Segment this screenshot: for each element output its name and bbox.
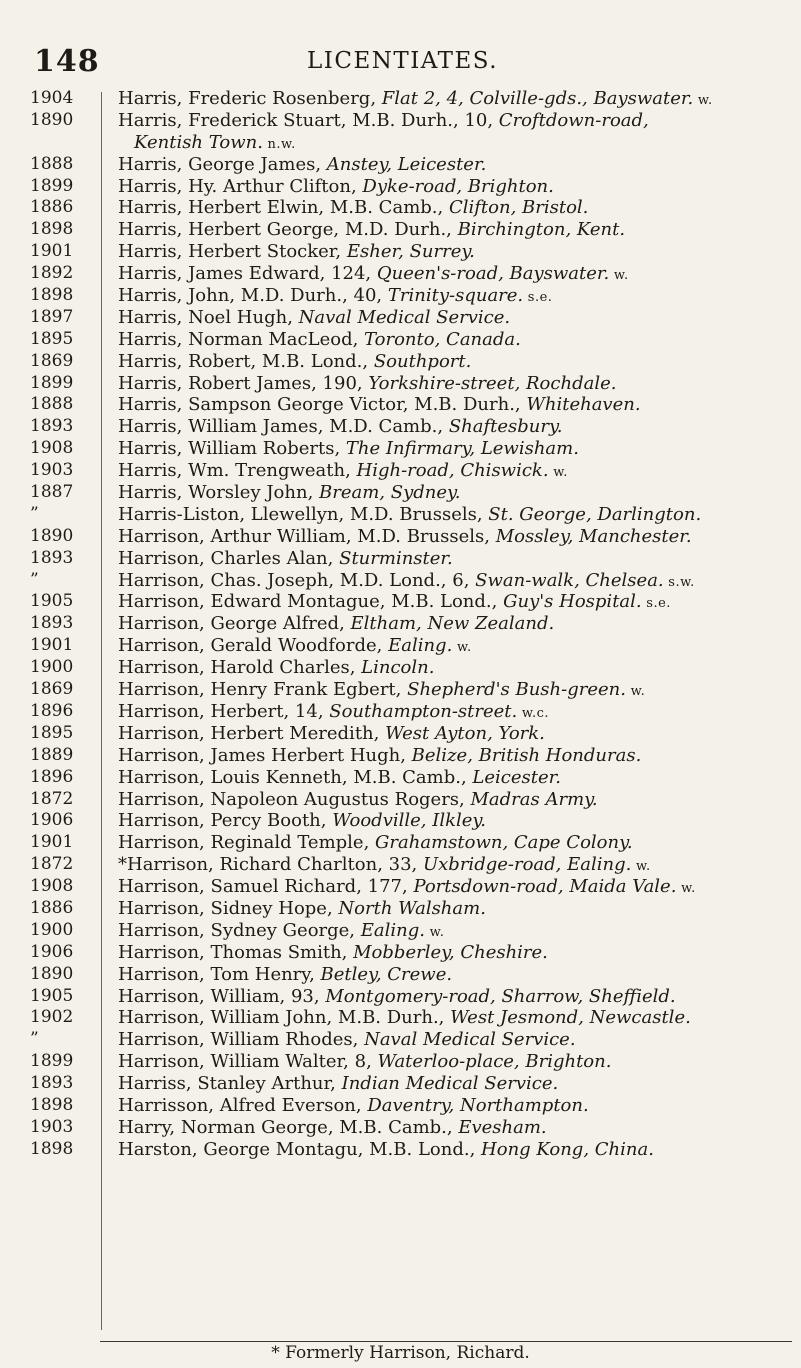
entry-year: ” bbox=[30, 569, 39, 590]
entry-row bbox=[30, 898, 778, 920]
entry-text bbox=[118, 548, 778, 570]
entry-row bbox=[30, 986, 778, 1008]
entry-text bbox=[118, 570, 778, 594]
entry-text bbox=[118, 1029, 778, 1051]
entry-address: West Ayton, York. bbox=[385, 722, 545, 744]
entry-row bbox=[30, 723, 778, 745]
entry-name: Harris, Frederic Rosenberg, bbox=[118, 88, 382, 109]
entry-row bbox=[30, 745, 778, 767]
entry-address: The Infirmary, Lewisham. bbox=[345, 438, 579, 460]
entry-text bbox=[118, 285, 778, 309]
entry-text bbox=[118, 942, 778, 964]
entry-address: High-road, Chiswick. bbox=[356, 460, 549, 482]
entry-address: Swan-walk, Chelsea. bbox=[475, 569, 664, 591]
entry-name: Harris, Herbert Stocker, bbox=[118, 241, 347, 263]
entry-year: 1897 bbox=[30, 306, 74, 327]
entry-address: Ealing. bbox=[360, 919, 425, 941]
entry-text bbox=[118, 986, 778, 1008]
entry-year: 1900 bbox=[30, 919, 74, 940]
entry-name: Harrison, William Walter, 8, bbox=[118, 1051, 378, 1073]
entry-row bbox=[30, 285, 778, 307]
entry-address: Indian Medical Service. bbox=[341, 1073, 559, 1095]
entry-address: Croftdown-road, bbox=[498, 109, 649, 131]
entry-year: 1893 bbox=[30, 416, 74, 437]
entry-text bbox=[118, 241, 778, 263]
entry-text bbox=[118, 1139, 778, 1161]
entry-text bbox=[118, 110, 778, 132]
entry-name: Harris, Wm. Trengweath, bbox=[118, 460, 357, 482]
entry-year: 1906 bbox=[30, 941, 74, 962]
entry-year: 1893 bbox=[30, 1073, 74, 1094]
entry-year: 1886 bbox=[30, 897, 74, 918]
entry-name: Harrison, Herbert, 14, bbox=[118, 700, 330, 722]
entry-row bbox=[30, 197, 778, 219]
entry-address: Clifton, Bristol. bbox=[448, 197, 589, 219]
entry-address: Waterloo-place, Brighton. bbox=[377, 1051, 612, 1073]
entry-row bbox=[30, 110, 778, 132]
entry-text bbox=[118, 504, 778, 526]
entry-name: Harris, Herbert Elwin, M.B. Camb., bbox=[118, 197, 449, 219]
entry-address: Southampton-street. bbox=[329, 700, 518, 722]
entry-text bbox=[118, 657, 778, 679]
entry-year: 1908 bbox=[30, 876, 74, 897]
entry-row bbox=[30, 548, 778, 570]
entry-address: Uxbridge-road, Ealing. bbox=[422, 854, 632, 876]
entry-row bbox=[30, 1095, 778, 1117]
entry-year: 1901 bbox=[30, 241, 74, 262]
entry-year: 1889 bbox=[30, 744, 74, 765]
entry-text bbox=[118, 920, 778, 944]
entry-address: Daventry, Northampton. bbox=[367, 1094, 589, 1116]
entry-year: 1888 bbox=[30, 153, 74, 174]
entry-row bbox=[30, 1029, 778, 1051]
entry-text bbox=[118, 482, 778, 504]
entry-row bbox=[30, 832, 778, 854]
entry-text bbox=[118, 1095, 778, 1117]
entry-address: Mossley, Manchester. bbox=[495, 525, 692, 547]
entry-name: Harris, William Roberts, bbox=[118, 438, 346, 460]
entry-row bbox=[30, 219, 778, 241]
entry-name: Harry, Norman George, M.B. Camb., bbox=[118, 1116, 459, 1138]
entry-district: n.w. bbox=[262, 136, 296, 152]
entry-name: Harrison, William Rhodes, bbox=[118, 1029, 365, 1051]
entry-name: Harris, George James, bbox=[118, 153, 327, 175]
entry-year: 1899 bbox=[30, 1051, 74, 1072]
entry-row bbox=[30, 438, 778, 460]
entry-year: 1893 bbox=[30, 613, 74, 634]
entry-year: 1886 bbox=[30, 197, 74, 218]
entry-row bbox=[30, 241, 778, 263]
entry-row bbox=[30, 964, 778, 986]
entry-district: w. bbox=[693, 93, 713, 108]
entry-address: Kentish Town. bbox=[134, 131, 263, 153]
entry-name: Harris, John, M.D. Durh., 40, bbox=[118, 285, 388, 307]
footnote: * Formerly Harrison, Richard. bbox=[271, 1343, 530, 1363]
entry-year: 1890 bbox=[30, 109, 74, 130]
entry-year: 1896 bbox=[30, 700, 74, 721]
entry-name: Harrison, Charles Alan, bbox=[118, 547, 340, 569]
entry-row bbox=[30, 154, 778, 176]
entry-row bbox=[30, 635, 778, 657]
entry-text bbox=[118, 832, 778, 854]
entry-text bbox=[118, 197, 778, 219]
entry-name: Harris, James Edward, 124, bbox=[118, 263, 377, 285]
entry-name: *Harrison, Richard Charlton, 33, bbox=[118, 854, 423, 876]
entry-address: St. George, Darlington. bbox=[488, 503, 702, 525]
entry-district: w. bbox=[548, 465, 568, 481]
entry-year: 1906 bbox=[30, 810, 74, 831]
entry-year: 1898 bbox=[30, 219, 74, 240]
entry-address: Betley, Crewe. bbox=[320, 963, 453, 985]
entry-address: Hong Kong, China. bbox=[481, 1138, 654, 1160]
entry-name: Harrison, George Alfred, bbox=[118, 613, 351, 635]
entry-year: 1898 bbox=[30, 1094, 74, 1115]
entry-address: Lincoln. bbox=[361, 657, 435, 679]
entry-year: 1903 bbox=[30, 460, 74, 481]
entry-text bbox=[118, 679, 778, 703]
entry-address: Birchington, Kent. bbox=[457, 219, 626, 241]
entry-row bbox=[30, 307, 778, 329]
entry-name: Harrison, Thomas Smith, bbox=[118, 941, 354, 963]
entry-year: 1898 bbox=[30, 1138, 74, 1159]
entry-row bbox=[30, 942, 778, 964]
entry-text bbox=[118, 789, 778, 811]
entry-row bbox=[30, 657, 778, 679]
entry-text bbox=[118, 810, 778, 832]
entry-text bbox=[118, 460, 778, 484]
entry-name: Harrison, Reginald Temple, bbox=[118, 832, 376, 854]
entry-address: Whitehaven. bbox=[526, 394, 641, 416]
entry-year: 1887 bbox=[30, 482, 74, 503]
entry-text bbox=[118, 176, 778, 198]
entry-address: Sturminster. bbox=[339, 547, 453, 569]
entry-district: w.c. bbox=[517, 705, 550, 721]
entry-row bbox=[30, 132, 778, 154]
entry-name: Harris, Sampson George Victor, M.B. Durh., bbox=[118, 394, 527, 416]
entry-row bbox=[30, 394, 778, 416]
entry-address: Bream, Sydney. bbox=[319, 482, 461, 504]
entry-year: 1898 bbox=[30, 285, 74, 306]
entry-name: Harrisson, Alfred Everson, bbox=[118, 1094, 368, 1116]
entry-text bbox=[118, 438, 778, 460]
entry-text bbox=[118, 723, 778, 745]
entry-address: Eltham, New Zealand. bbox=[350, 613, 555, 635]
entry-year: 1905 bbox=[30, 591, 74, 612]
entry-row bbox=[30, 1051, 778, 1073]
entry-year: 1872 bbox=[30, 854, 74, 875]
entry-year: 1895 bbox=[30, 722, 74, 743]
entry-row bbox=[30, 373, 778, 395]
entry-name: Harris, Frederick Stuart, M.B. Durh., 10, bbox=[118, 109, 499, 131]
entry-name: Harris, Herbert George, M.D. Durh., bbox=[118, 219, 458, 241]
entry-text bbox=[118, 329, 778, 351]
entry-name: Harrison, Louis Kenneth, M.B. Camb., bbox=[118, 766, 473, 788]
entry-row bbox=[30, 1139, 778, 1161]
entry-text bbox=[118, 876, 778, 900]
entry-district: s.e. bbox=[641, 596, 671, 612]
entry-address: Queen's-road, Bayswater. bbox=[376, 263, 610, 285]
entry-address: Shepherd's Bush-green. bbox=[407, 679, 626, 701]
entry-address: Evesham. bbox=[458, 1116, 547, 1138]
entry-name: Harrison, James Herbert Hugh, bbox=[118, 744, 412, 766]
entry-address: North Walsham. bbox=[338, 897, 486, 919]
entry-name: Harrison, Herbert Meredith, bbox=[118, 722, 386, 744]
running-title: LICENTIATES. bbox=[306, 48, 499, 74]
entry-address: Anstey, Leicester. bbox=[326, 153, 487, 175]
entry-year: 1888 bbox=[30, 394, 74, 415]
entry-address: Shaftesbury. bbox=[448, 416, 563, 438]
entry-text bbox=[118, 1007, 778, 1029]
entry-row bbox=[30, 1007, 778, 1029]
entry-name: Harriss, Stanley Arthur, bbox=[118, 1073, 342, 1095]
entry-year: 1901 bbox=[30, 635, 74, 656]
entry-text bbox=[118, 1117, 778, 1139]
entry-address: Trinity-square. bbox=[387, 285, 524, 307]
entry-row bbox=[30, 263, 778, 285]
entry-text bbox=[118, 854, 778, 878]
entry-row bbox=[30, 1073, 778, 1095]
entry-text bbox=[118, 394, 778, 416]
entry-address: Flat 2, 4, Colville-gds., Bayswater. bbox=[381, 88, 694, 109]
entry-address: Naval Medical Service. bbox=[364, 1029, 576, 1051]
page-header bbox=[34, 44, 771, 84]
entry-address: Guy's Hospital. bbox=[503, 591, 642, 613]
entry-row bbox=[30, 876, 778, 898]
entry-name: Harrison, William, 93, bbox=[118, 985, 326, 1007]
entry-year: 1908 bbox=[30, 438, 74, 459]
entry-row bbox=[30, 176, 778, 198]
entry-row bbox=[30, 591, 778, 613]
entry-name: Harrison, Napoleon Augustus Rogers, bbox=[118, 788, 471, 810]
entry-year: 1902 bbox=[30, 1007, 74, 1028]
entry-address: Montgomery-road, Sharrow, Sheffield. bbox=[325, 985, 676, 1007]
entry-district: s.e. bbox=[523, 290, 553, 306]
entry-name: Harrison, Henry Frank Egbert, bbox=[118, 679, 408, 701]
entry-row bbox=[30, 789, 778, 811]
entry-district: w. bbox=[676, 881, 696, 897]
entry-row bbox=[30, 416, 778, 438]
entry-year: 1901 bbox=[30, 832, 74, 853]
entry-name: Harris, Norman MacLeod, bbox=[118, 328, 365, 350]
entry-row bbox=[30, 854, 778, 876]
entry-name: Harris, Noel Hugh, bbox=[118, 306, 299, 328]
entry-text bbox=[118, 701, 778, 725]
entry-name: Harrison, Chas. Joseph, M.D. Lond., 6, bbox=[118, 569, 476, 591]
entry-year: 1899 bbox=[30, 372, 74, 393]
entry-row bbox=[30, 570, 778, 592]
entry-text bbox=[118, 745, 778, 767]
entry-address: Ealing. bbox=[388, 635, 453, 657]
entry-name: Harris, Worsley John, bbox=[118, 482, 320, 504]
page-number: 148 bbox=[34, 44, 100, 79]
entry-district: w. bbox=[609, 268, 629, 284]
entry-row bbox=[30, 679, 778, 701]
entry-year: 1890 bbox=[30, 963, 74, 984]
entry-address: Naval Medical Service. bbox=[298, 306, 511, 328]
entry-year: 1905 bbox=[30, 985, 74, 1006]
entry-year: ” bbox=[30, 1029, 39, 1050]
entry-year: ” bbox=[30, 503, 39, 524]
entry-address: Belize, British Honduras. bbox=[411, 744, 642, 766]
entry-name: Harston, George Montagu, M.B. Lond., bbox=[118, 1138, 482, 1160]
entry-year: 1890 bbox=[30, 525, 74, 546]
entry-text bbox=[118, 526, 778, 548]
footnote-rule bbox=[100, 1341, 792, 1342]
entry-address: Toronto, Canada. bbox=[364, 328, 521, 350]
entry-text bbox=[118, 88, 778, 112]
entry-text bbox=[118, 307, 778, 329]
entry-text bbox=[118, 964, 778, 986]
entry-row bbox=[30, 504, 778, 526]
entry-row bbox=[30, 810, 778, 832]
entry-address: Southport. bbox=[373, 350, 472, 372]
entry-text bbox=[118, 1051, 778, 1073]
entry-row bbox=[30, 920, 778, 942]
entry-address: Yorkshire-street, Rochdale. bbox=[368, 372, 617, 394]
entry-row bbox=[30, 526, 778, 548]
entry-row bbox=[30, 351, 778, 373]
entry-name: Harrison, William John, M.B. Durh., bbox=[118, 1007, 451, 1029]
entry-address: Woodville, Ilkley. bbox=[332, 810, 486, 832]
entry-year: 1869 bbox=[30, 350, 74, 371]
entry-list bbox=[30, 88, 778, 1161]
entry-name: Harris, Robert, M.B. Lond., bbox=[118, 350, 374, 372]
entry-text bbox=[118, 154, 778, 176]
entry-name: Harrison, Edward Montague, M.B. Lond., bbox=[118, 591, 504, 613]
entry-text bbox=[118, 635, 778, 659]
entry-year: 1900 bbox=[30, 657, 74, 678]
entry-year: 1899 bbox=[30, 175, 74, 196]
entry-year: 1903 bbox=[30, 1116, 74, 1137]
entry-address: Dyke-road, Brighton. bbox=[362, 175, 554, 197]
entry-name: Harrison, Arthur William, M.D. Brussels, bbox=[118, 525, 496, 547]
entry-row bbox=[30, 613, 778, 635]
entry-text bbox=[118, 263, 778, 287]
entry-name: Harrison, Gerald Woodforde, bbox=[118, 635, 389, 657]
entry-address: Mobberley, Cheshire. bbox=[353, 941, 548, 963]
entry-text bbox=[118, 591, 778, 615]
entry-address: West Jesmond, Newcastle. bbox=[450, 1007, 691, 1029]
entry-address: Madras Army. bbox=[470, 788, 598, 810]
entry-name: Harrison, Harold Charles, bbox=[118, 657, 362, 679]
entry-text bbox=[118, 373, 778, 395]
entry-year: 1869 bbox=[30, 679, 74, 700]
entry-text bbox=[118, 351, 778, 373]
entry-row bbox=[30, 482, 778, 504]
entry-name: Harris, Robert James, 190, bbox=[118, 372, 369, 394]
entry-district: w. bbox=[452, 640, 472, 656]
entry-row bbox=[30, 701, 778, 723]
entry-district: s.w. bbox=[663, 574, 695, 590]
entry-row bbox=[30, 329, 778, 351]
entry-name: Harris, William James, M.D. Camb., bbox=[118, 416, 449, 438]
entry-name: Harrison, Sydney George, bbox=[118, 919, 361, 941]
entry-year: 1892 bbox=[30, 263, 74, 284]
entry-text bbox=[118, 767, 778, 789]
entry-text bbox=[134, 132, 778, 156]
entry-address: Grahamstown, Cape Colony. bbox=[375, 832, 633, 854]
entry-name: Harris-Liston, Llewellyn, M.D. Brussels, bbox=[118, 503, 489, 525]
entry-text bbox=[118, 898, 778, 920]
entry-name: Harris, Hy. Arthur Clifton, bbox=[118, 175, 363, 197]
entry-year: 1895 bbox=[30, 328, 74, 349]
entry-name: Harrison, Samuel Richard, 177, bbox=[118, 876, 414, 898]
entry-district: w. bbox=[425, 924, 445, 940]
entry-row bbox=[30, 1117, 778, 1139]
entry-row bbox=[30, 460, 778, 482]
entry-name: Harrison, Sidney Hope, bbox=[118, 897, 339, 919]
entry-address: Leicester. bbox=[472, 766, 561, 788]
entry-text bbox=[118, 1073, 778, 1095]
entry-row bbox=[30, 88, 778, 110]
entry-name: Harrison, Percy Booth, bbox=[118, 810, 333, 832]
entry-text bbox=[118, 219, 778, 241]
entry-address: Esher, Surrey. bbox=[346, 241, 475, 263]
entry-year: 1904 bbox=[30, 88, 74, 108]
entry-year: 1893 bbox=[30, 547, 74, 568]
entry-name: Harrison, Tom Henry, bbox=[118, 963, 321, 985]
entry-row bbox=[30, 767, 778, 789]
entry-text bbox=[118, 613, 778, 635]
entry-district: w. bbox=[625, 684, 646, 700]
entry-text bbox=[118, 416, 778, 438]
entry-address: Portsdown-road, Maida Vale. bbox=[413, 876, 677, 898]
entry-district: w. bbox=[631, 859, 651, 875]
entry-year: 1896 bbox=[30, 766, 74, 787]
entry-year: 1872 bbox=[30, 788, 74, 809]
